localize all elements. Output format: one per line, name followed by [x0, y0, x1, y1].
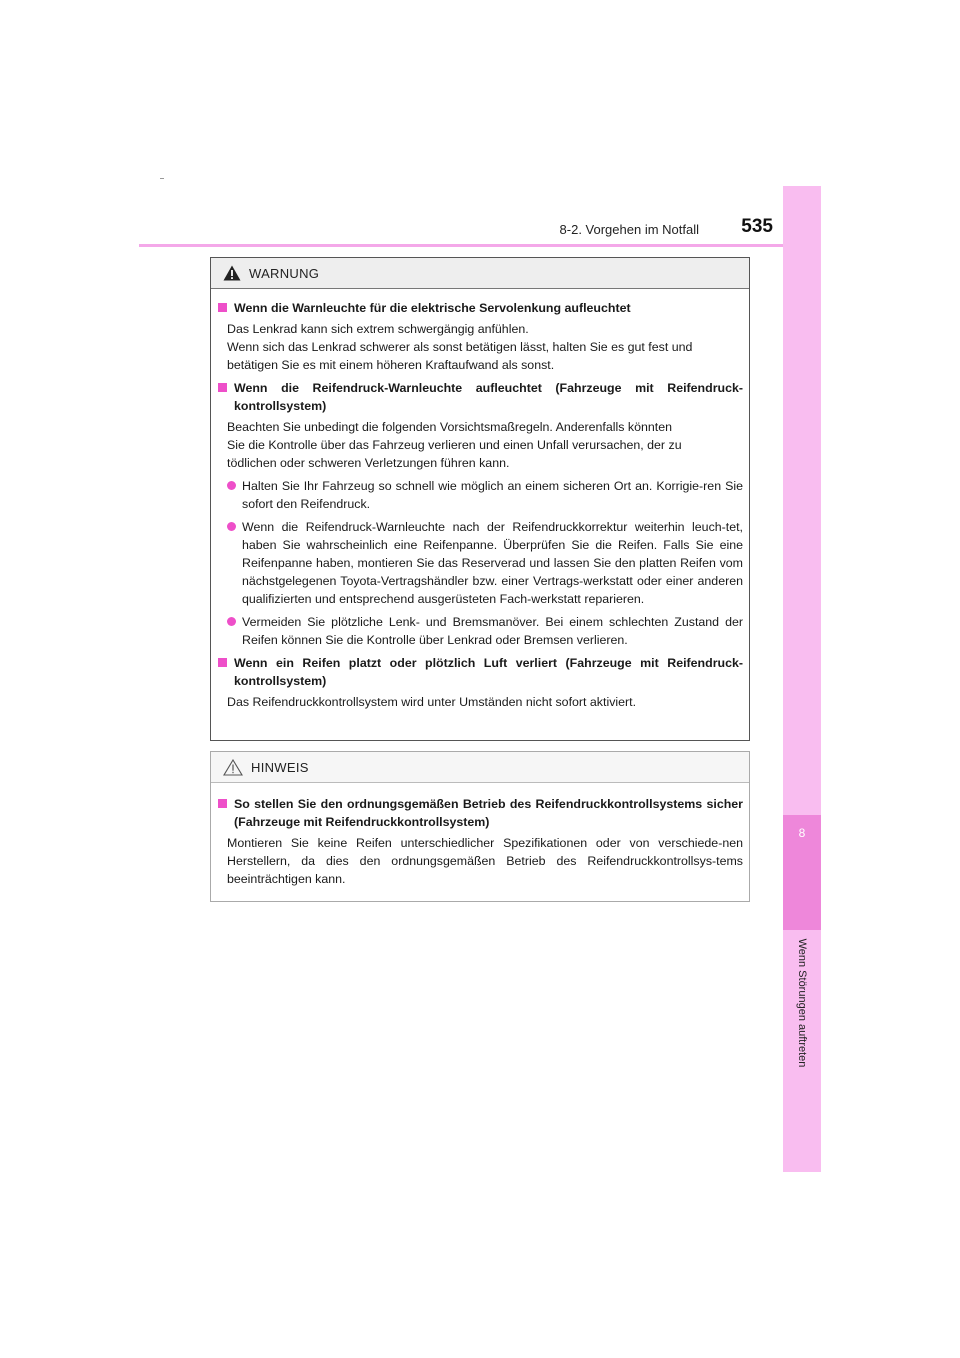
heading-square-icon	[218, 383, 227, 392]
bullet-dot-icon	[227, 617, 236, 626]
warning-header	[211, 258, 749, 289]
warning-content	[211, 289, 749, 711]
bullet-dot-icon	[227, 481, 236, 490]
warning-bullet-1: Halten Sie Ihr Fahrzeug so schnell wie möglich an einem sicheren Ort an. Korrigie-ren Sie sofort den Reifendruck.	[218, 477, 743, 513]
warning-paragraph-2: Beachten Sie unbedingt die folgenden Vorsichtsmaßregeln. Anderenfalls könnten Sie die Kontrolle über das Fahrzeug verlieren und einen Unfall verursachen, der zu tödlichen oder schweren Verletzungen führen kann.	[227, 420, 682, 470]
notice-title: HINWEIS	[251, 759, 309, 775]
warning-paragraph-3: Das Reifendruckkontrollsystem wird unter Umständen nicht sofort aktiviert.	[227, 695, 637, 709]
warning-box	[210, 257, 750, 741]
bullet-dot-icon	[227, 522, 236, 531]
warning-triangle-icon	[223, 265, 241, 281]
warning-heading-1: Wenn die Warnleuchte für die elektrische Servolenkung aufleuchtet	[218, 299, 743, 317]
notice-paragraph-1: Montieren Sie keine Reifen unterschiedlicher Spezifikationen oder von verschiede-nen Herstellern, da dies den ordnungsgemäßen Betrieb des Reifendruckkontrollsys-tems beeinträchtigen kann.	[227, 836, 743, 886]
notice-heading-1: So stellen Sie den ordnungsgemäßen Betrieb des Reifendruckkontrollsystems sicher (Fahrzeuge mit Reifendruckkontrollsystem)	[218, 795, 743, 831]
warning-bullet-3: Vermeiden Sie plötzliche Lenk- und Bremsmanöver. Bei einem schlechten Zustand der Reifen können Sie die Kontrolle über Lenkrad oder Bremsen verlieren.	[218, 613, 743, 649]
header-rule	[139, 244, 821, 247]
notice-header	[211, 752, 749, 783]
header-mark	[160, 178, 164, 179]
chapter-label: Wenn Störungen auftreten	[796, 938, 808, 1068]
caution-triangle-icon	[223, 759, 243, 776]
notice-content	[211, 783, 749, 888]
warning-title: WARNUNG	[249, 265, 320, 281]
warning-paragraph-1: Das Lenkrad kann sich extrem schwergängig anfühlen. Wenn sich das Lenkrad schwerer als sonst betätigen lässt, halten Sie es gut fest und betätigen Sie es mit einem höheren Kraftaufwand als sonst.	[227, 322, 693, 372]
warning-heading-3: Wenn ein Reifen platzt oder plötzlich Luft verliert (Fahrzeuge mit Reifendruck-kontrollsystem)	[218, 654, 743, 690]
heading-square-icon	[218, 303, 227, 312]
page-number: 535	[741, 216, 773, 237]
warning-heading-2: Wenn die Reifendruck-Warnleuchte aufleuchtet (Fahrzeuge mit Reifendruck-kontrollsystem)	[218, 379, 743, 415]
heading-square-icon	[218, 658, 227, 667]
warning-bullet-2: Wenn die Reifendruck-Warnleuchte nach der Reifendruckkorrektur weiterhin leuch-tet, haben Sie wahrscheinlich eine Reifenpanne. Überprüfen Sie die Reifen. Falls Sie eine Reifenpanne haben, montieren Sie das Reserverad und lassen Sie den platten Reifen vom nächstgelegenen Toyota-Vertragshändler bzw. einer Vertrags-werkstatt oder einer anderen qualifizierten und entsprechend ausgerüsteten Fach-werkstatt reparieren.	[218, 518, 743, 608]
section-label: 8-2. Vorgehen im Notfall	[559, 222, 699, 237]
heading-square-icon	[218, 799, 227, 808]
chapter-number: 8	[798, 826, 806, 840]
notice-box	[210, 751, 750, 902]
